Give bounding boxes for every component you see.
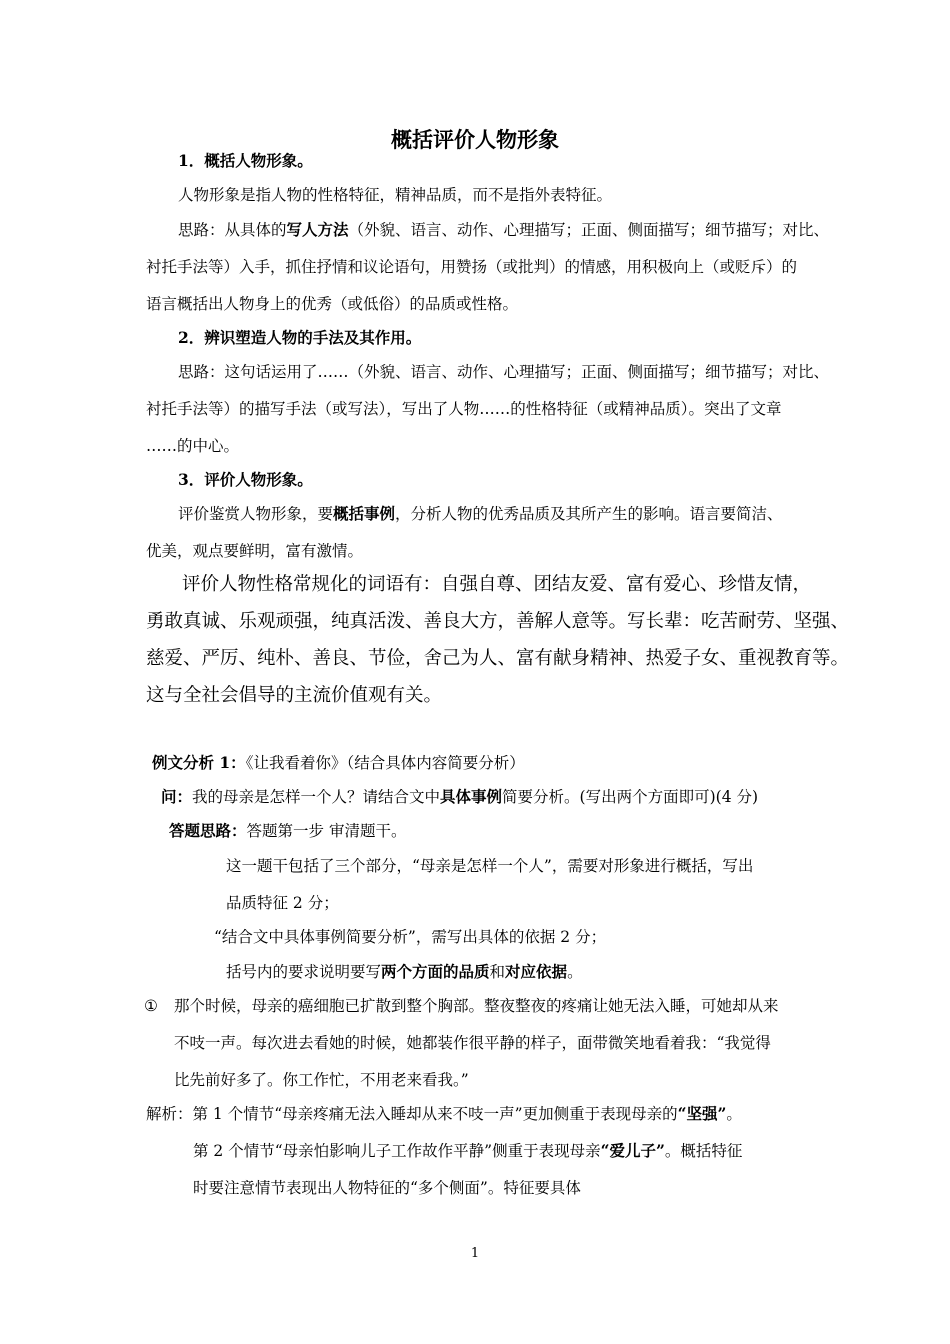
answer-label: 答题思路：	[169, 821, 247, 840]
emphasis: 写人方法	[286, 220, 349, 239]
text: 括号内的要求说明要写	[226, 963, 382, 981]
excerpt-number: ①	[144, 997, 158, 1015]
section3-big-line-2: 勇敢真诚、乐观顽强，纯真活泼、善良大方，善解人意等。写长辈：吃苦耐劳、坚强、	[146, 611, 850, 632]
section3-heading: 3．评价人物形象。	[178, 470, 313, 489]
analysis-line-1	[146, 1103, 950, 1125]
text: 思路：从具体的	[178, 221, 287, 239]
approach-line-3: “结合文中具体事例简要分析”，需写出具体的依据 2 分；	[214, 928, 607, 946]
section1-idea-line-3: 语言概括出人物身上的优秀（或低俗）的品质或性格。	[146, 295, 519, 313]
emphasis: 对应依据	[505, 962, 568, 981]
example-label: 例文分析 1：	[152, 753, 246, 772]
text: ，分析人物的优秀品质及其所产生的影响。语言要简洁、	[395, 505, 783, 523]
text: 和	[489, 963, 506, 981]
text: 评价鉴赏人物形象，要	[178, 505, 334, 523]
text: 。	[567, 963, 583, 981]
section1-paragraph: 人物形象是指人物的性格特征，精神品质，而不是指外表特征。	[178, 186, 613, 204]
emphasis: 具体事例	[440, 787, 503, 806]
section2-heading: 2．辨识塑造人物的手法及其作用。	[178, 328, 422, 347]
section3-big-line-1: 评价人物性格常规化的词语有：自强自尊、团结友爱、富有爱心、珍惜友情，	[182, 574, 812, 595]
emphasis: 两个方面的品质	[381, 962, 490, 981]
section1-heading: 1．概括人物形象。	[178, 151, 313, 170]
excerpt-line-3: 比先前好多了。你工作忙，不用老来看我。”	[174, 1071, 469, 1089]
example-title: 《让我看着你》（结合具体内容简要分析）	[245, 754, 525, 772]
section3-big-line-4: 这与全社会倡导的主流价值观有关。	[146, 685, 443, 706]
text: 简要分析。(写出两个方面即可)(4 分)	[502, 788, 759, 806]
excerpt-line-2: 不吱一声。每次进去看她的时候，她都装作很平静的样子，面带微笑地看着我：“我觉得	[174, 1034, 771, 1052]
text: （外貌、语言、动作、心理描写；正面、侧面描写；细节描写；对比、	[348, 221, 830, 239]
section1-idea-line-1	[178, 219, 950, 241]
emphasis: “坚强”	[677, 1104, 727, 1123]
page-number: 1	[470, 1246, 480, 1261]
section3-line-1	[178, 503, 950, 525]
text: 我的母亲是怎样一个人？请结合文中	[192, 788, 441, 806]
text: 解析：第 1 个情节“母亲疼痛无法入睡却从来不吱一声”更加侧重于表现母亲的	[146, 1105, 678, 1123]
section3-big-line-3: 慈爱、严厉、纯朴、善良、节俭，舍己为人、富有献身精神、热爱子女、重视教育等。	[146, 648, 850, 669]
text: 第 2 个情节“母亲怕影响儿子工作故作平静”侧重于表现母亲	[193, 1142, 601, 1160]
analysis-line-2	[193, 1140, 950, 1162]
excerpt-line-1: 那个时候，母亲的癌细胞已扩散到整个胸部。整夜整夜的疼痛让她无法入睡，可她却从来	[174, 997, 779, 1015]
approach-line-4	[226, 961, 950, 983]
example-question	[161, 786, 950, 808]
section1-idea-line-2: 衬托手法等）入手，抓住抒情和议论语句，用赞扬（或批判）的情感，用积极向上（或贬斥）的	[146, 258, 798, 276]
text: 。	[726, 1105, 742, 1123]
example-heading	[152, 752, 950, 774]
section3-line-2: 优美，观点要鲜明，富有激情。	[146, 542, 364, 560]
document-title: 概括评价人物形象	[391, 127, 559, 152]
section2-line-1: 思路：这句话运用了……（外貌、语言、动作、心理描写；正面、侧面描写；细节描写；对比、	[178, 363, 830, 381]
text: 。概括特征	[664, 1142, 743, 1160]
approach-line-1: 这一题干包括了三个部分，“母亲是怎样一个人”，需要对形象进行概括，写出	[226, 857, 754, 875]
answer-approach	[169, 820, 950, 842]
emphasis: “爱儿子”	[600, 1141, 665, 1160]
question-label: 问：	[161, 787, 193, 806]
section2-line-2: 衬托手法等）的描写手法（或写法），写出了人物……的性格特征（或精神品质）。突出了文章	[146, 400, 782, 418]
text: 答题第一步 审清题干。	[246, 822, 407, 840]
approach-line-2: 品质特征 2 分；	[226, 894, 339, 912]
section2-line-3: ……的中心。	[146, 437, 240, 455]
analysis-line-3: 时要注意情节表现出人物特征的“多个侧面”。特征要具体	[193, 1179, 581, 1197]
emphasis: 概括事例	[333, 504, 396, 523]
